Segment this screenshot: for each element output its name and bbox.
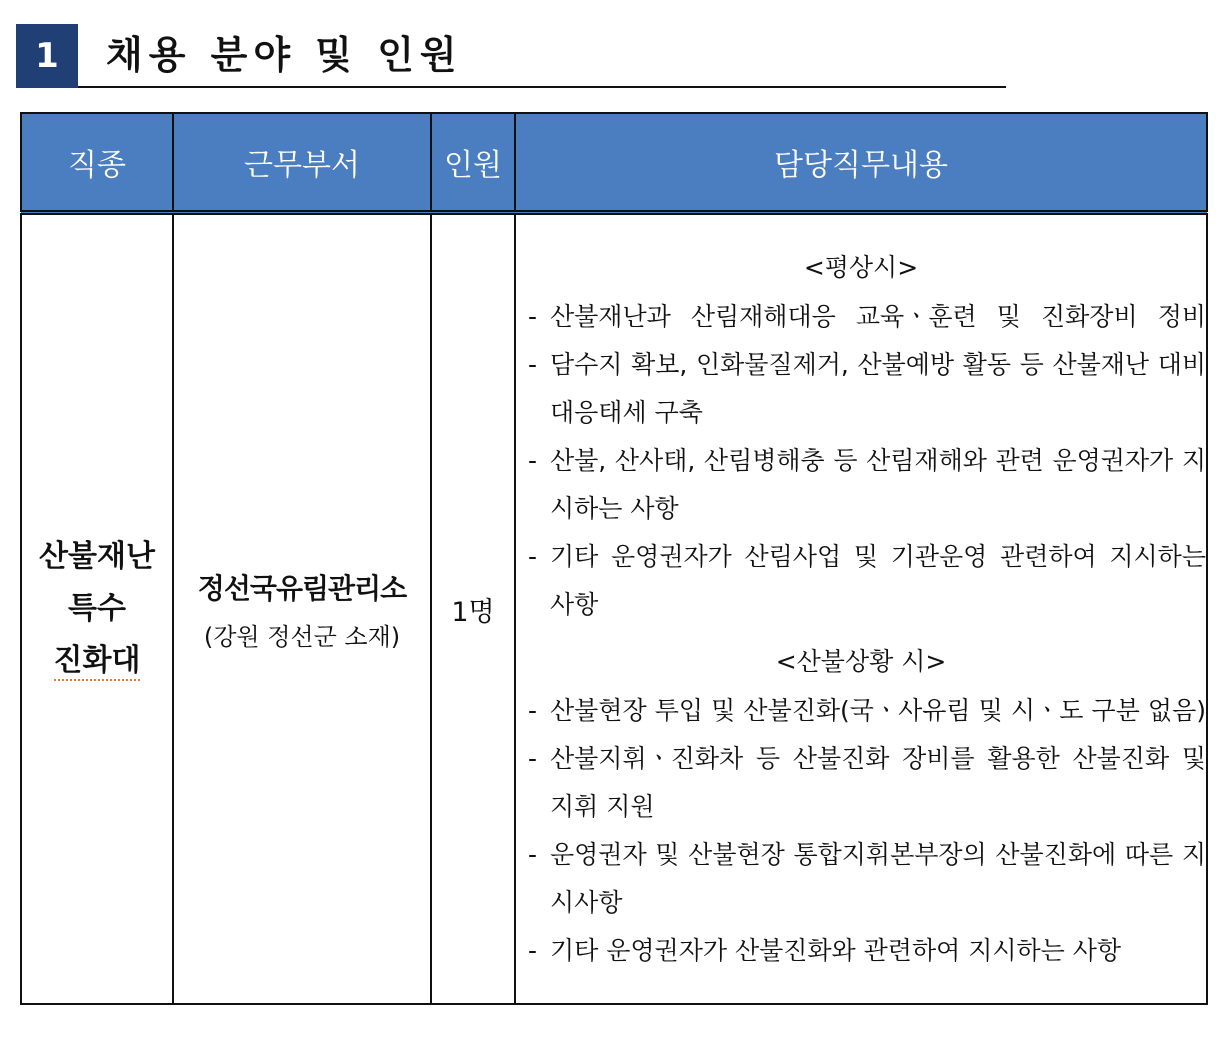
headcount-cell (431, 213, 515, 1005)
header-department: 근무부서 (173, 113, 431, 213)
headcount-value: 1명 (451, 596, 495, 628)
table-header-row (21, 113, 1207, 213)
department-cell (173, 213, 431, 1005)
header-duties: 담당직무내용 (515, 113, 1207, 213)
duty-group-normal (516, 243, 1206, 629)
duty-group-title: <산불상황 시> (775, 647, 947, 676)
duty-item: - 산불현장 투입 및 산불진화(국ㆍ사유림 및 시ㆍ도 구분 없음) (528, 696, 1206, 725)
job-title-line: 특수 (68, 591, 126, 626)
department-location: (강원 정선군 소재) (203, 622, 401, 651)
duty-item: - 산불재난과 산림재해대응 교육ㆍ훈련 및 진화장비 정비 (528, 302, 1206, 331)
duty-group-wildfire (516, 637, 1206, 975)
job-type-cell (21, 213, 173, 1005)
section-heading (16, 24, 1006, 88)
duty-group-title: <평상시> (803, 253, 919, 282)
header-job-type: 직종 (21, 113, 173, 213)
section-title: 채용 분야 및 인원 (106, 33, 463, 77)
duty-item: - 운영권자 및 산불현장 통합지휘본부장의 산불진화에 따른 지시사항 (528, 840, 1206, 917)
department-name: 정선국유림관리소 (197, 571, 407, 605)
duties-cell (515, 213, 1207, 1005)
duty-item: - 기타 운영권자가 산불진화와 관련하여 지시하는 사항 (528, 936, 1122, 965)
job-title (22, 531, 172, 687)
duty-item: - 담수지 확보, 인화물질제거, 산불예방 활동 등 산불재난 대비 대응태세 구축 (528, 350, 1206, 427)
job-title-line: 진화대 (54, 643, 141, 681)
table-row (21, 213, 1207, 1005)
section-underline (78, 86, 1006, 88)
section-number-badge: 1 (16, 24, 78, 88)
duty-item: - 기타 운영권자가 산림사업 및 기관운영 관련하여 지시하는 사항 (528, 542, 1206, 619)
duty-item: - 산불지휘ㆍ진화차 등 산불진화 장비를 활용한 산불진화 및 지휘 지원 (528, 744, 1206, 821)
header-headcount: 인원 (431, 113, 515, 213)
job-title-line: 산불재난 (39, 539, 155, 574)
duty-item: - 산불, 산사태, 산림병해충 등 산림재해와 관련 운영권자가 지시하는 사항 (528, 446, 1206, 523)
recruitment-table (20, 112, 1208, 1005)
